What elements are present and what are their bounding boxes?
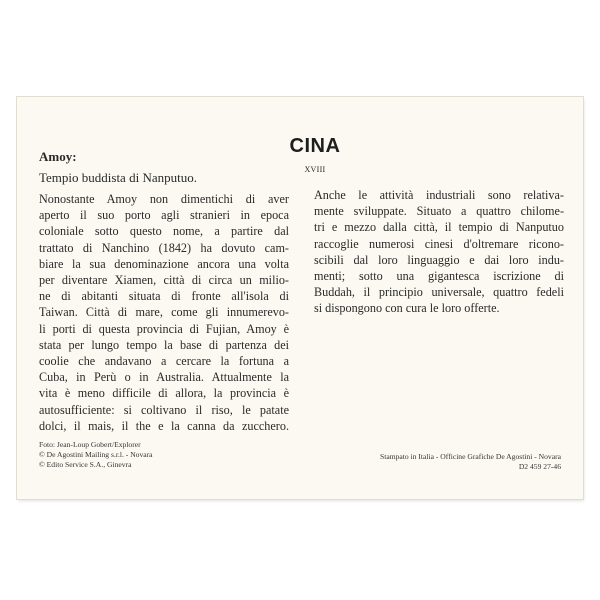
credit-line: © Edito Service S.A., Ginevra bbox=[39, 460, 132, 469]
text-line: si dispongono con cura le loro offerte. bbox=[314, 301, 500, 316]
series-number: XVIII bbox=[304, 165, 326, 174]
text-line: Taiwan. Città di mare, come gli innumerevo- bbox=[39, 305, 289, 320]
text-line: stata per lungo tempo la base di partenza dei bbox=[39, 337, 289, 352]
postcard-back bbox=[17, 97, 583, 499]
right-text-column bbox=[314, 187, 564, 317]
text-line: menti; sotto una gigantesca iscrizione di bbox=[314, 269, 564, 284]
text-line: raccoglie numerosi cinesi d'oltremare ricono- bbox=[314, 236, 564, 251]
text-line: Buddah, il principio universale, quattro fedeli bbox=[314, 285, 564, 300]
text-line: dolci, il mais, il the e la canna da zucchero. bbox=[39, 418, 289, 433]
text-line: aperto il suo porto agli stranieri in epoca bbox=[39, 208, 289, 223]
left-text-column bbox=[39, 191, 289, 434]
text-line: trattato di Nanchino (1842) ha dovuto cam- bbox=[39, 240, 289, 255]
place-title: Amoy: bbox=[39, 149, 77, 164]
text-line: tri e mezzo dalla città, il tempio di Nanputuo bbox=[314, 220, 564, 235]
credit-line: Foto: Jean-Loup Gobert/Explorer bbox=[39, 440, 141, 449]
catalog-code: D2 459 27-46 bbox=[518, 462, 561, 471]
text-line: per diventare Xiamen, città di circa un milio- bbox=[39, 273, 289, 288]
text-line: Cuba, in Perù o in Australia. Attualmente la bbox=[39, 370, 289, 385]
text-line: coloniale sotto questo nome, a partire dal bbox=[39, 224, 289, 239]
text-line: coolie che andavano a cercare la fortuna a bbox=[39, 354, 289, 369]
photo-credits bbox=[39, 440, 153, 470]
printer-info bbox=[380, 452, 561, 472]
country-heading: CINA bbox=[289, 135, 341, 157]
credit-line: © De Agostini Mailing s.r.l. - Novara bbox=[39, 450, 153, 459]
text-line: li porti di questa provincia di Fujian, Amoy è bbox=[39, 321, 289, 336]
text-line: scibili dal loro linguaggio e dai loro indu- bbox=[314, 252, 564, 267]
printer-line: Stampato in Italia - Officine Grafiche De Agostini - Novara bbox=[380, 452, 561, 461]
text-line: biare la sua denominazione ancora una volta bbox=[39, 256, 289, 271]
text-line: ne di abitanti situata di fronte all'isola di bbox=[39, 289, 289, 304]
text-line: Anche le attività industriali sono relativa- bbox=[314, 188, 564, 202]
text-line: vita è meno difficile di allora, la provincia è bbox=[39, 386, 289, 401]
text-line: autosufficiente: si coltivano il riso, le patate bbox=[39, 402, 289, 417]
text-line: Nonostante Amoy non dimentichi di aver bbox=[39, 192, 289, 206]
photo-caption: Tempio buddista di Nanputuo. bbox=[39, 170, 197, 185]
text-line: mente sviluppate. Situato a quattro chilome- bbox=[314, 204, 564, 219]
